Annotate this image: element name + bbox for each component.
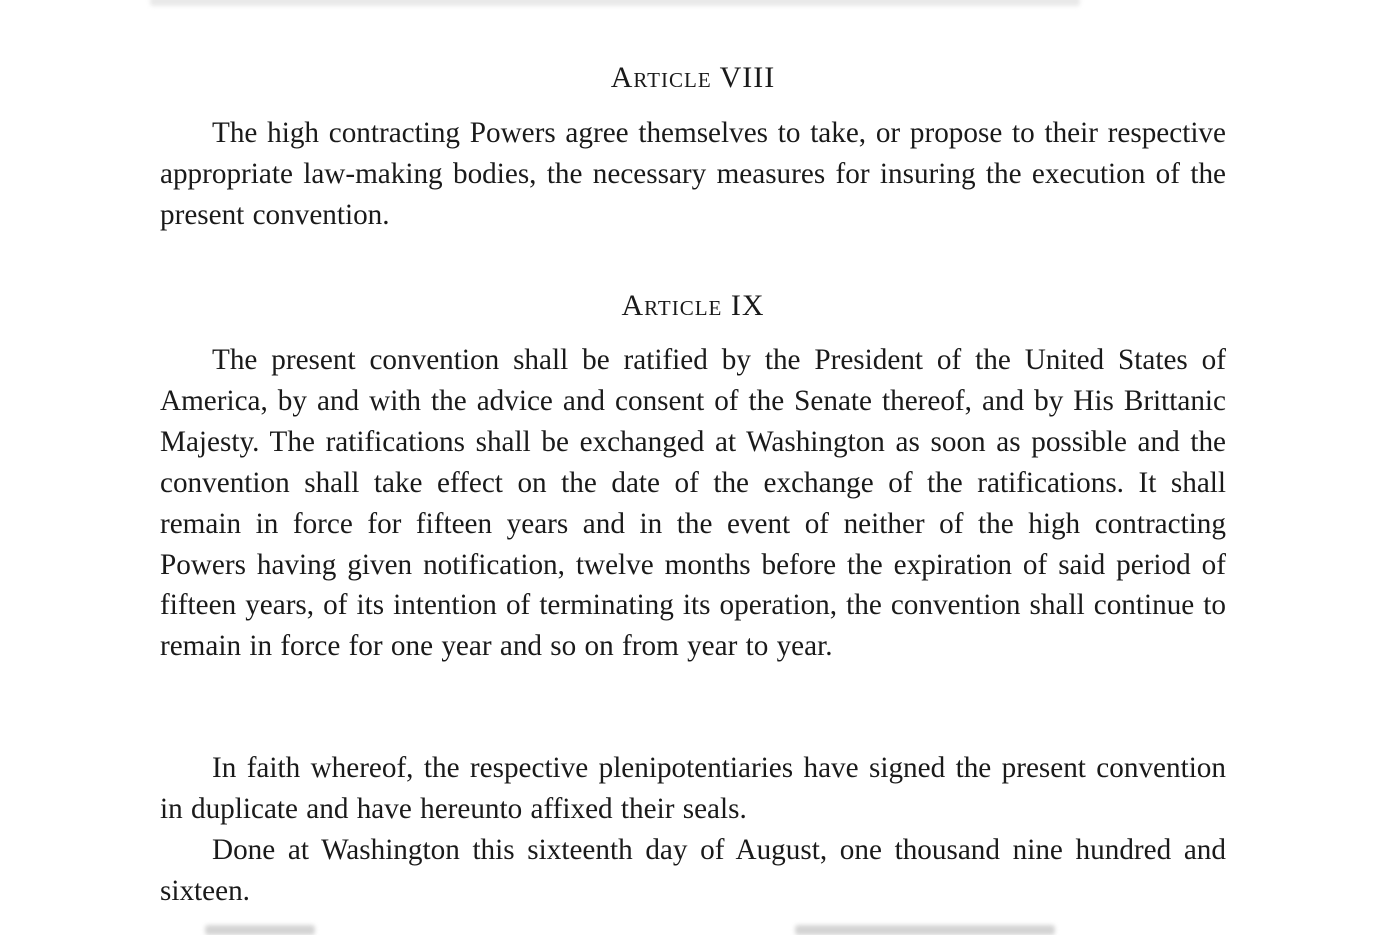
article-8-heading: Article VIII xyxy=(610,61,776,94)
cropped-signature-left xyxy=(205,925,315,935)
article-9-paragraph-ratification: The present convention shall be ratified by the President of the United States of America, by and with the advice and consent of the Senate thereof, and by His Brittanic Majesty. The ratifications shall be exchanged at Washington as soon as possible and the convention shall take effect on the date of the exchange of the ratifications. It shall remain in force for fifteen years and in the event of neither of the high contracting Powers having given notification, twelve months before the expiration of said period of fifteen years, of its intention of terminating its operation, the convention shall continue to remain in force for one year and so on from year to year. xyxy=(160,344,1226,663)
article-8-paragraph: The high contracting Powers agree themselves to take, or propose to their respective appropriate law-making bodies, the necessary measures for insuring the execution of the present convention. xyxy=(160,117,1226,231)
article-9-heading: Article IX xyxy=(621,289,765,322)
article-9-paragraph-done: Done at Washington this sixteenth day of August, one thousand nine hundred and sixteen. xyxy=(160,834,1226,907)
cropped-text-line-top xyxy=(150,0,1080,6)
cropped-signature-right xyxy=(795,925,1055,935)
article-9-paragraph-faith: In faith whereof, the respective plenipotentiaries have signed the present convention in duplicate and have hereunto affixed their seals. xyxy=(160,752,1226,825)
